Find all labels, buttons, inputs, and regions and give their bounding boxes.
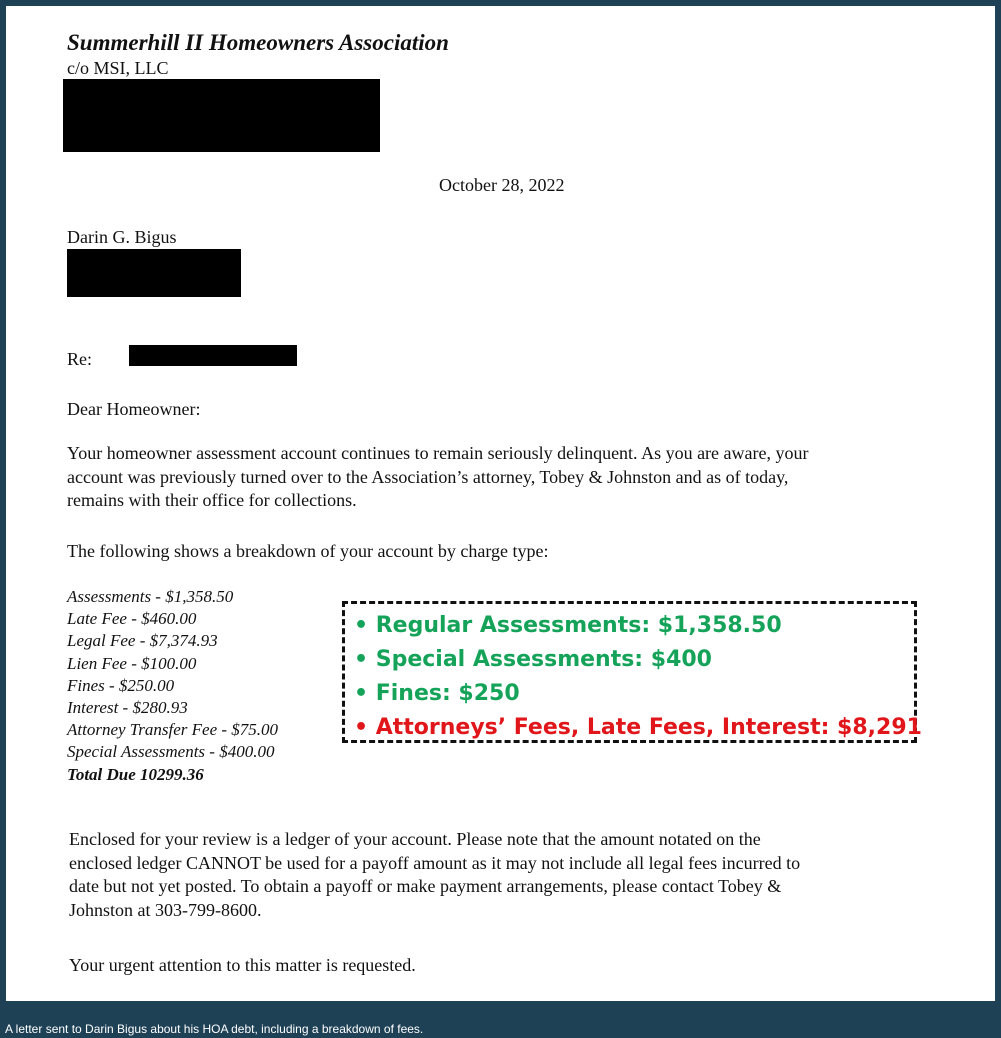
letter-date: October 28, 2022 xyxy=(439,175,565,195)
paragraph-line: date but not yet posted. To obtain a payoff or make payment arrangements, please contact Tobey & xyxy=(69,876,782,896)
charges-list xyxy=(67,586,278,786)
charge-item: Attorney Transfer Fee - $75.00 xyxy=(67,720,279,740)
callout-item-attorney-fees: • Attorneys’ Fees, Late Fees, Interest: $8,291 xyxy=(354,715,922,740)
charge-item: Special Assessments - $400.00 xyxy=(67,742,275,762)
total-due: Total Due 10299.36 xyxy=(67,764,204,784)
paragraph-line: Johnston at 303-799-8600. xyxy=(69,899,262,920)
paragraph-line: Your homeowner assessment account continues to remain seriously delinquent. As you are aware, your xyxy=(67,443,809,463)
paragraph-line: account was previously turned over to the Association’s attorney, Tobey & Johnston and as of today, xyxy=(67,466,789,487)
paragraph-line: enclosed ledger CANNOT be used for a payoff amount as it may not include all legal fees incurred to xyxy=(69,852,801,873)
care-of-line: c/o MSI, LLC xyxy=(67,58,169,78)
callout-item-fines: • Fines: $250 xyxy=(354,681,520,706)
charge-item: Fines - $250.00 xyxy=(67,675,175,695)
callout-item-special-assessments: • Special Assessments: $400 xyxy=(354,647,712,672)
re-label: Re: xyxy=(67,349,92,369)
paragraph-line: remains with their office for collections. xyxy=(67,490,357,510)
breakdown-intro: The following shows a breakdown of your account by charge type: xyxy=(67,541,549,561)
recipient-name: Darin G. Bigus xyxy=(67,227,177,247)
charge-item: Lien Fee - $100.00 xyxy=(67,653,197,673)
redacted-reference xyxy=(129,345,297,366)
salutation: Dear Homeowner: xyxy=(67,399,201,419)
charge-item: Late Fee - $460.00 xyxy=(67,609,197,629)
charge-item: Interest - $280.93 xyxy=(67,698,188,718)
fee-summary-callout xyxy=(342,601,922,743)
delinquency-paragraph xyxy=(67,442,809,513)
callout-item-regular-assessments: • Regular Assessments: $1,358.50 xyxy=(354,613,782,638)
image-caption: A letter sent to Darin Bigus about his HOA debt, including a breakdown of fees. xyxy=(5,1022,424,1036)
charge-item: Assessments - $1,358.50 xyxy=(67,587,234,606)
letter-page xyxy=(6,6,995,1001)
association-name: Summerhill II Homeowners Association xyxy=(67,30,449,55)
ledger-paragraph xyxy=(69,828,800,922)
paragraph-line: Enclosed for your review is a ledger of your account. Please note that the amount notated on the xyxy=(69,829,761,849)
closing-line: Your urgent attention to this matter is requested. xyxy=(69,955,416,975)
redacted-recipient-address xyxy=(67,249,241,297)
redacted-address-block xyxy=(63,79,380,152)
charge-item: Legal Fee - $7,374.93 xyxy=(67,631,218,651)
